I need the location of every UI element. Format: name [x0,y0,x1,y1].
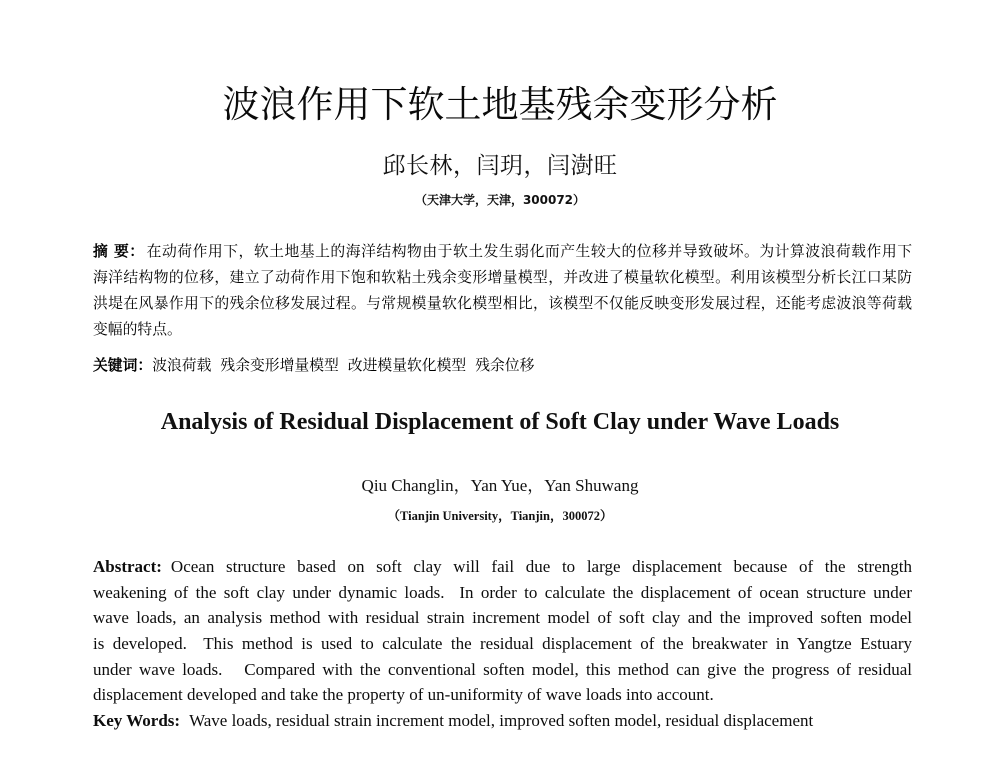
chinese-abstract-line: 变幅的特点。 [93,321,182,338]
chinese-keyword: 波浪荷载 [152,357,212,374]
chinese-title: 波浪作用下软土地基残余变形分析 [222,83,778,126]
english-keywords-text: Wave loads, residual strain increment model, improved soften model, residual displacement [189,711,814,731]
english-abstract-line: displacement developed and take the property of un-uniformity of wave loads into account. [93,685,714,705]
english-abstract [93,554,912,734]
chinese-abstract [93,239,912,343]
chinese-abstract-line [93,239,912,265]
english-abstract-text: Ocean structure based on soft clay will fail due to large displacement because of the strength [170,557,912,576]
english-authors: Qiu Changlin，Yan Yue，Yan Shuwang [361,476,639,495]
chinese-keywords [93,353,912,379]
chinese-abstract-label: 摘 要： [93,243,145,260]
english-keywords-label: Key Words: [93,711,181,731]
chinese-affiliation: （天津大学，天津，300072） [414,193,586,207]
english-abstract-label: Abstract: [93,557,162,576]
chinese-abstract-line: 海洋结构物的位移，建立了动荷作用下饱和软粘土残余变形增量模型，并改进了模量软化模型。利用该模型分析长江口某防 [93,269,912,286]
chinese-keywords-label: 关键词： [93,357,153,374]
english-affiliation: （Tianjin University，Tianjin，300072） [387,509,613,523]
english-abstract-line [93,554,912,580]
chinese-keyword: 残余位移 [475,357,535,374]
chinese-abstract-line: 洪堤在风暴作用下的残余位移发展过程。与常规模量软化模型相比，该模型不仅能反映变形发展过程，还能考虑波浪等荷载 [93,295,912,312]
chinese-keyword: 改进模量软化模型 [347,357,467,374]
english-abstract-line: wave loads, an analysis method with residual strain increment model of soft clay and the improved soften model [93,608,912,628]
english-title: Analysis of Residual Displacement of Soft Clay under Wave Loads [160,409,840,435]
chinese-keyword: 残余变形增量模型 [220,357,339,374]
english-abstract-line: under wave loads. Compared with the conventional soften model, this method can give the progress of residual [93,659,912,679]
english-keywords [93,708,912,734]
chinese-authors: 邱长林，闫玥，闫澍旺 [382,153,618,179]
english-abstract-line: weakening of the soft clay under dynamic loads. In order to calculate the displacement of ocean structure under [93,582,912,602]
english-abstract-line: is developed. This method is used to calculate the residual displacement of the breakwater in Yangtze Estuary [93,634,912,654]
chinese-abstract-text: 在动荷作用下，软土地基上的海洋结构物由于软土发生弱化而产生较大的位移并导致破坏。为计算波浪荷载作用下 [146,243,912,260]
